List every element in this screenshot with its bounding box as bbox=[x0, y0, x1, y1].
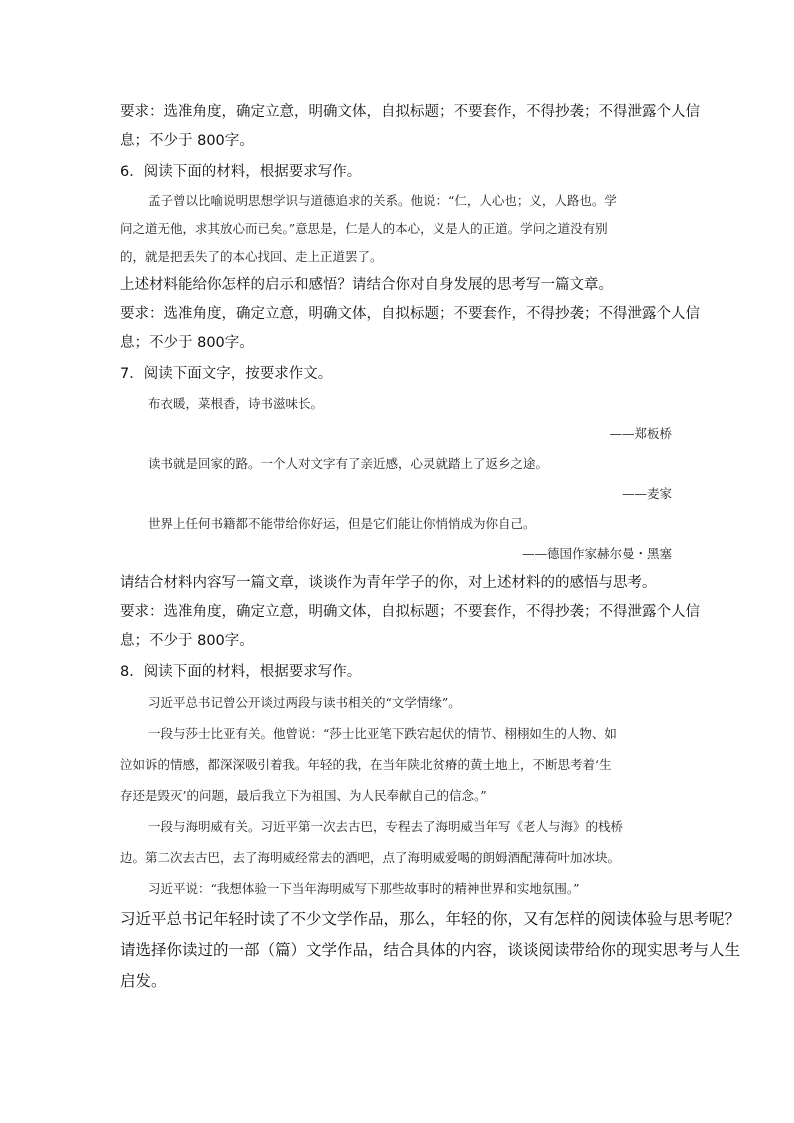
material-line: 泣如诉的情感，都深深吸引着我。年轻的我，在当年陕北贫瘠的黄土地上，不断思考着‘生 bbox=[120, 757, 612, 772]
quote-attribution: ——麦家 bbox=[621, 486, 672, 501]
requirement-line: 息；不少于 800字。 bbox=[120, 335, 254, 351]
material-line: 的，就是把丢失了的本心找回、走上正道罢了。 bbox=[120, 249, 383, 264]
quote-line: 读书就是回家的路。一个人对文字有了亲近感，心灵就踏上了返乡之途。 bbox=[148, 456, 549, 471]
question-prompt: 请结合材料内容写一篇文章，谈谈作为青年学子的你，对上述材料的的感悟与思考。 bbox=[120, 575, 657, 591]
material-line: 孟子曾以比喻说明思想学识与道德追求的关系。他说：“仁，人心也；义，人路也。学 bbox=[148, 193, 617, 208]
question-7 bbox=[120, 360, 700, 656]
question-prompt: 习近平总书记年轻时读了不少文学作品，那么，年轻的你，又有怎样的阅读体验与思考呢？ bbox=[120, 910, 741, 928]
requirement-line: 要求：选准角度，确定立意，明确文体，自拟标题；不要套作，不得抄袭；不得泄露个人信 bbox=[120, 604, 700, 620]
question-8 bbox=[120, 658, 741, 997]
material-line: 习近平说：“我想体验一下当年海明威写下那些故事时的精神世界和实地氛围。” bbox=[148, 881, 580, 896]
quote-line: 世界上任何书籍都不能带给你好运，但是它们能让你悄悄成为你自己。 bbox=[148, 516, 536, 531]
question-6 bbox=[120, 158, 700, 358]
question-prompt: 请选择你读过的一部（篇）文学作品，结合具体的内容，谈谈阅读带给你的现实思考与人生 bbox=[120, 941, 741, 959]
requirement-line: 息；不少于 800字。 bbox=[120, 133, 254, 149]
quote-line: 布衣暖，菜根香，诗书滋味长。 bbox=[148, 396, 324, 411]
material-line: 边。第二次去古巴，去了海明威经常去的酒吧，点了海明威爱喝的朗姆酒配薄荷叶加冰块。 bbox=[120, 850, 621, 865]
requirement-line: 息；不少于 800字。 bbox=[120, 633, 254, 649]
quote-attribution: ——德国作家赫尔曼・黑塞 bbox=[521, 546, 672, 561]
requirement-block-5 bbox=[120, 98, 700, 156]
question-title: 7．阅读下面文字，按要求作文。 bbox=[120, 366, 333, 382]
material-line: 问之道无他，求其放心而已矣。”意思是，仁是人的本心，义是人的正道。学问之道没有别 bbox=[120, 221, 608, 236]
quote-attribution: ——郑板桥 bbox=[609, 426, 672, 441]
question-title: 6．阅读下面的材料，根据要求写作。 bbox=[120, 164, 362, 180]
question-title: 8．阅读下面的材料，根据要求写作。 bbox=[120, 664, 362, 680]
material-line: 一段与莎士比亚有关。他曾说：“莎士比亚笔下跌宕起伏的情节、栩栩如生的人物、如 bbox=[148, 726, 617, 741]
requirement-line: 要求：选准角度，确定立意，明确文体，自拟标题；不要套作，不得抄袭；不得泄露个人信 bbox=[120, 306, 700, 322]
requirement-line: 要求：选准角度，确定立意，明确文体，自拟标题；不要套作，不得抄袭；不得泄露个人信 bbox=[120, 104, 700, 120]
document-page bbox=[120, 98, 741, 997]
question-prompt: 启发。 bbox=[120, 972, 167, 990]
question-prompt: 上述材料能给你怎样的启示和感悟？请结合你对自身发展的思考写一篇文章。 bbox=[120, 277, 613, 293]
material-line: 习近平总书记曾公开谈过两段与读书相关的“文学情缘”。 bbox=[148, 695, 461, 710]
material-line: 存还是毁灭’的问题，最后我立下为祖国、为人民奉献自己的信念。” bbox=[120, 788, 487, 803]
material-line: 一段与海明威有关。习近平第一次去古巴，专程去了海明威当年写《老人与海》的栈桥 bbox=[148, 819, 624, 834]
